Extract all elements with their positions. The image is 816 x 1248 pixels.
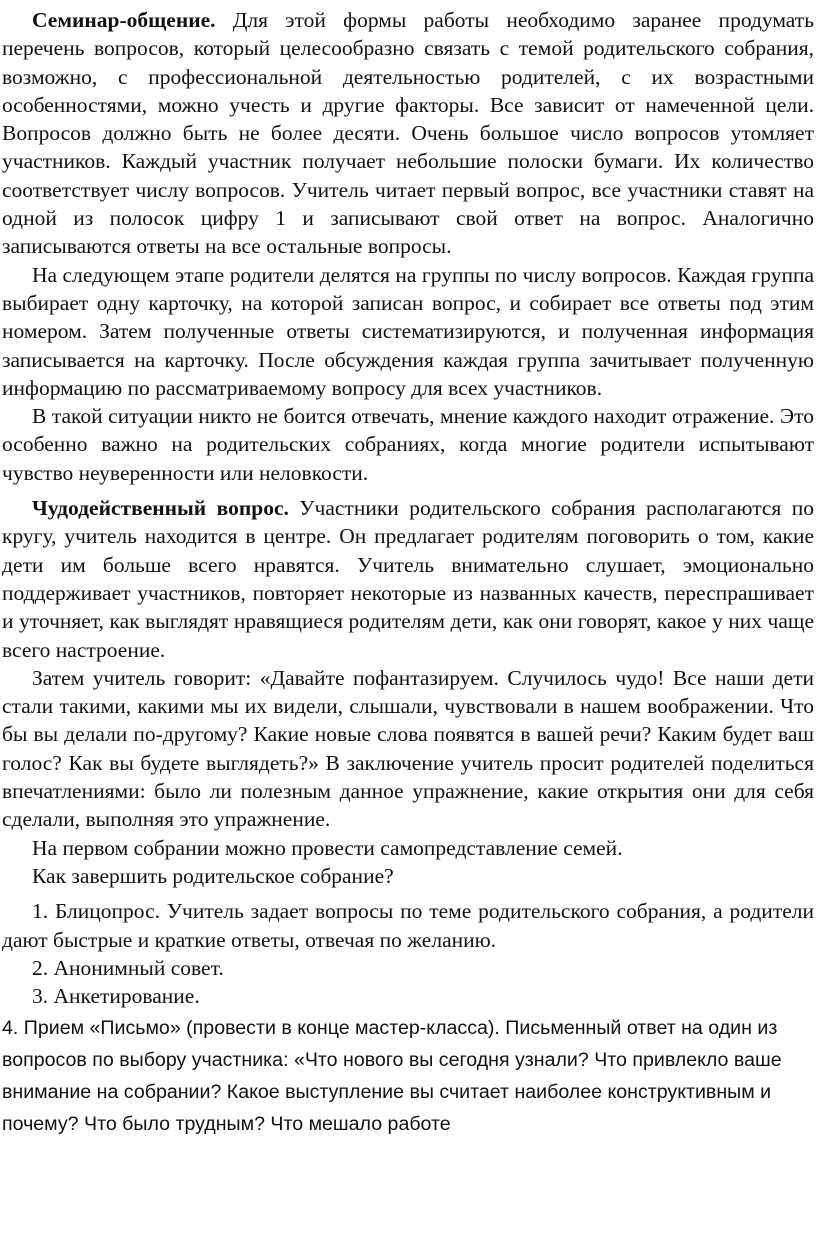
paragraph-miracle-intro [2,494,814,664]
heading-miracle-question: Чудодейственный вопрос. [32,496,289,521]
paragraph-closing-question: Как завершить родительское собрание? [32,863,394,888]
paragraph-groups: На следующем этапе родители делятся на группы по числу вопросов. Каждая группа выбирает одну карточку, на которой записан вопрос, и собирает все ответы под этим номером. Затем полученные ответы систематизируются, и полученная информация записывается на карточку. После обсуждения каждая группа зачитывает полученную информацию по рассматриваемому вопросу для всех участников. [2,262,814,400]
paragraph-text: Для этой формы работы необходимо заранее продумать перечень вопросов, который целесообразно связать с темой родительского собрания, возможно, с профессиональной деятельностью родителей, с их возрастными особенностями, можно учесть и другие факторы. Все зависит от намеченной цели. Вопросов должно быть не более десяти. Очень большое число вопросов утомляет участников. Каждый участник получает небольшие полоски бумаги. Их количество соответствует числу вопросов. Учитель читает первый вопрос, все участники ставят на одной из полосок цифру 1 и записывают свой ответ на вопрос. Аналогично записываются ответы на все остальные вопросы. [2,8,814,259]
list-item-anonymous-advice: 2. Анонимный совет. [32,955,224,980]
list-item-blitz: 1. Блицопрос. Учитель задает вопросы по теме родительского собрания, а родители дают быстрые и краткие ответы, отвечая по желанию. [2,899,814,952]
list-item-letter: 4. Прием «Письмо» (провести в конце мастер-класса). Письменный ответ на один из вопросов по выбору участника: «Что нового вы сегодня узнали? Что привлекло ваше внимание на собрании? Какое выступление вы считает наиболее конструктивным и почему? Что было трудным? Что мешало работе [2,1017,782,1136]
heading-seminar: Семинар-общение. [32,8,216,32]
paragraph-family-intro: На первом собрании можно провести самопредставление семей. [32,835,623,860]
paragraph-text: Участники родительского собрания располагаются по кругу, учитель находится в центре. Он предлагает родителям поговорить о том, какие дети им больше всего нравятся. Учитель внимательно слушает, эмоционально поддерживает участников, повторяет некоторые из названных качеств, переспрашивает и уточняет, как выглядят нравящиеся родителям дети, как они говорят, какое у них чаще всего настроение. [2,496,814,662]
list-item-survey: 3. Анкетирование. [32,984,200,1009]
paragraph-seminar-intro [2,6,814,261]
paragraph-fantasy: Затем учитель говорит: «Давайте пофантазируем. Случилось чудо! Все наши дети стали такими, какими мы их видели, слышали, чувствовали в нашем воображении. Что бы вы делали по-другому? Какие новые слова появятся в вашей речи? Каким будет ваш голос? Как вы будете выглядеть?» В заключение учитель просит родителей поделиться впечатлениями: было ли полезным данное упражнение, какие открытия они для себя сделали, выполняя это упражнение. [2,665,814,832]
paragraph-reflection: В такой ситуации никто не боится отвечать, мнение каждого находит отражение. Это особенно важно на родительских собраниях, когда многие родители испытывают чувство неуверенности или неловкости. [2,404,814,485]
